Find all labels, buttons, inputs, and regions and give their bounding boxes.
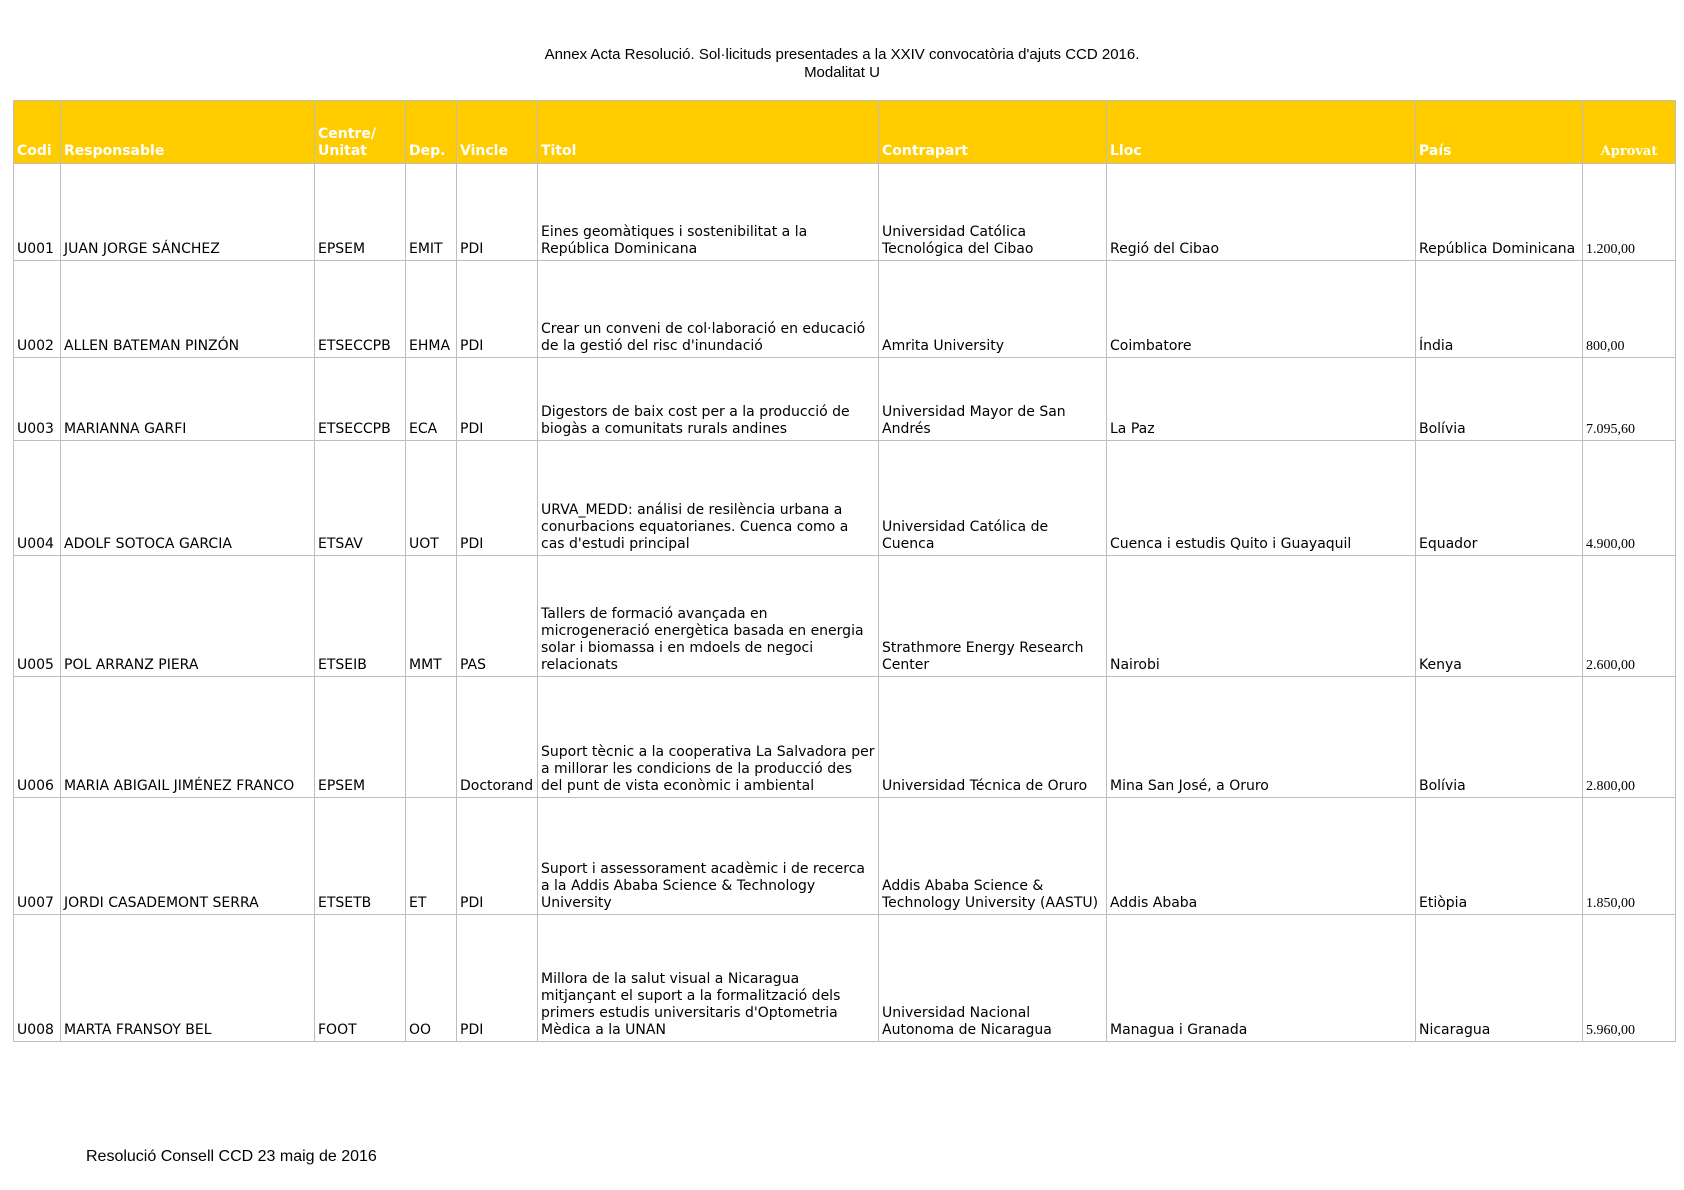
cell-titol: URVA_MEDD: análisi de resilència urbana a conurbacions equatorianes. Cuenca como a cas d'estudi principal xyxy=(538,441,879,556)
document-title xyxy=(0,46,1684,82)
cell-aprovat: 1.850,00 xyxy=(1583,798,1676,915)
cell-pais: Bolívia xyxy=(1416,358,1583,441)
cell-responsable: MARIA ABIGAIL JIMÉNEZ FRANCO xyxy=(61,677,315,798)
cell-pais: Bolívia xyxy=(1416,677,1583,798)
cell-centre: EPSEM xyxy=(315,164,406,261)
cell-responsable: ALLEN BATEMAN PINZÓN xyxy=(61,261,315,358)
cell-pais: Índia xyxy=(1416,261,1583,358)
cell-dep: ET xyxy=(406,798,457,915)
applications-table xyxy=(13,100,1676,1042)
cell-titol: Eines geomàtiques i sostenibilitat a la República Dominicana xyxy=(538,164,879,261)
cell-vincle: PDI xyxy=(457,915,538,1042)
cell-centre: ETSEIB xyxy=(315,556,406,677)
table-row xyxy=(14,677,1676,798)
cell-dep: EHMA xyxy=(406,261,457,358)
table-row xyxy=(14,915,1676,1042)
header-vincle: Vincle xyxy=(457,101,538,164)
cell-codi: U005 xyxy=(14,556,61,677)
header-titol: Titol xyxy=(538,101,879,164)
cell-responsable: POL ARRANZ PIERA xyxy=(61,556,315,677)
header-pais: País xyxy=(1416,101,1583,164)
table-row xyxy=(14,164,1676,261)
header-dep: Dep. xyxy=(406,101,457,164)
header-responsable: Responsable xyxy=(61,101,315,164)
cell-codi: U004 xyxy=(14,441,61,556)
cell-lloc: Regió del Cibao xyxy=(1107,164,1416,261)
cell-pais: República Dominicana xyxy=(1416,164,1583,261)
cell-dep: ECA xyxy=(406,358,457,441)
header-codi: Codi xyxy=(14,101,61,164)
cell-titol: Millora de la salut visual a Nicaragua mitjançant el suport a la formalització dels primers estudis universitaris d'Optometria Mèdica a la UNAN xyxy=(538,915,879,1042)
cell-aprovat: 2.800,00 xyxy=(1583,677,1676,798)
cell-vincle: PDI xyxy=(457,798,538,915)
cell-titol: Crear un conveni de col·laboració en educació de la gestió del risc d'inundació xyxy=(538,261,879,358)
cell-dep: UOT xyxy=(406,441,457,556)
cell-titol: Digestors de baix cost per a la producció de biogàs a comunitats rurals andines xyxy=(538,358,879,441)
cell-vincle: PDI xyxy=(457,261,538,358)
cell-contrapart: Amrita University xyxy=(879,261,1107,358)
header-aprovat: Aprovat xyxy=(1583,101,1676,164)
cell-dep: MMT xyxy=(406,556,457,677)
footer-note: Resolució Consell CCD 23 maig de 2016 xyxy=(86,1148,377,1165)
cell-codi: U002 xyxy=(14,261,61,358)
cell-codi: U006 xyxy=(14,677,61,798)
table-row xyxy=(14,556,1676,677)
cell-pais: Equador xyxy=(1416,441,1583,556)
cell-titol: Suport i assessorament acadèmic i de recerca a la Addis Ababa Science & Technology University xyxy=(538,798,879,915)
cell-titol: Suport tècnic a la cooperativa La Salvadora per a millorar les condicions de la producció des del punt de vista econòmic i ambiental xyxy=(538,677,879,798)
cell-dep: EMIT xyxy=(406,164,457,261)
cell-lloc: La Paz xyxy=(1107,358,1416,441)
cell-contrapart: Strathmore Energy Research Center xyxy=(879,556,1107,677)
header-lloc: Lloc xyxy=(1107,101,1416,164)
cell-aprovat: 800,00 xyxy=(1583,261,1676,358)
cell-titol: Tallers de formació avançada en microgeneració energètica basada en energia solar i biomassa i en mdoels de negoci relacionats xyxy=(538,556,879,677)
cell-centre: ETSAV xyxy=(315,441,406,556)
cell-contrapart: Universidad Católica de Cuenca xyxy=(879,441,1107,556)
cell-vincle: PDI xyxy=(457,358,538,441)
cell-pais: Kenya xyxy=(1416,556,1583,677)
cell-lloc: Mina San José, a Oruro xyxy=(1107,677,1416,798)
cell-codi: U001 xyxy=(14,164,61,261)
cell-codi: U003 xyxy=(14,358,61,441)
cell-aprovat: 7.095,60 xyxy=(1583,358,1676,441)
cell-dep: OO xyxy=(406,915,457,1042)
cell-responsable: JORDI CASADEMONT SERRA xyxy=(61,798,315,915)
cell-lloc: Coimbatore xyxy=(1107,261,1416,358)
cell-codi: U007 xyxy=(14,798,61,915)
cell-contrapart: Addis Ababa Science & Technology University (AASTU) xyxy=(879,798,1107,915)
cell-vincle: PDI xyxy=(457,164,538,261)
cell-pais: Etiòpia xyxy=(1416,798,1583,915)
table-row xyxy=(14,798,1676,915)
cell-codi: U008 xyxy=(14,915,61,1042)
header-centre: Centre/ Unitat xyxy=(315,101,406,164)
cell-responsable: ADOLF SOTOCA GARCIA xyxy=(61,441,315,556)
cell-contrapart: Universidad Católica Tecnológica del Cibao xyxy=(879,164,1107,261)
table-row xyxy=(14,358,1676,441)
cell-dep xyxy=(406,677,457,798)
cell-responsable: MARIANNA GARFI xyxy=(61,358,315,441)
cell-centre: ETSECCPB xyxy=(315,261,406,358)
cell-contrapart: Universidad Nacional Autonoma de Nicaragua xyxy=(879,915,1107,1042)
cell-contrapart: Universidad Técnica de Oruro xyxy=(879,677,1107,798)
cell-lloc: Managua i Granada xyxy=(1107,915,1416,1042)
cell-aprovat: 2.600,00 xyxy=(1583,556,1676,677)
header-contrapart: Contrapart xyxy=(879,101,1107,164)
table-row xyxy=(14,261,1676,358)
cell-vincle: Doctorand xyxy=(457,677,538,798)
title-line-2: Modalitat U xyxy=(804,64,880,81)
cell-centre: EPSEM xyxy=(315,677,406,798)
cell-lloc: Nairobi xyxy=(1107,556,1416,677)
cell-pais: Nicaragua xyxy=(1416,915,1583,1042)
table-header-row xyxy=(14,101,1676,164)
cell-aprovat: 4.900,00 xyxy=(1583,441,1676,556)
cell-responsable: MARTA FRANSOY BEL xyxy=(61,915,315,1042)
cell-lloc: Addis Ababa xyxy=(1107,798,1416,915)
cell-vincle: PDI xyxy=(457,441,538,556)
table-row xyxy=(14,441,1676,556)
cell-centre: FOOT xyxy=(315,915,406,1042)
cell-centre: ETSECCPB xyxy=(315,358,406,441)
cell-centre: ETSETB xyxy=(315,798,406,915)
cell-lloc: Cuenca i estudis Quito i Guayaquil xyxy=(1107,441,1416,556)
cell-aprovat: 5.960,00 xyxy=(1583,915,1676,1042)
cell-responsable: JUAN JORGE SÁNCHEZ xyxy=(61,164,315,261)
cell-aprovat: 1.200,00 xyxy=(1583,164,1676,261)
cell-contrapart: Universidad Mayor de San Andrés xyxy=(879,358,1107,441)
cell-vincle: PAS xyxy=(457,556,538,677)
title-line-1: Annex Acta Resolució. Sol·licituds presentades a la XXIV convocatòria d'ajuts CCD 2016. xyxy=(544,46,1140,63)
